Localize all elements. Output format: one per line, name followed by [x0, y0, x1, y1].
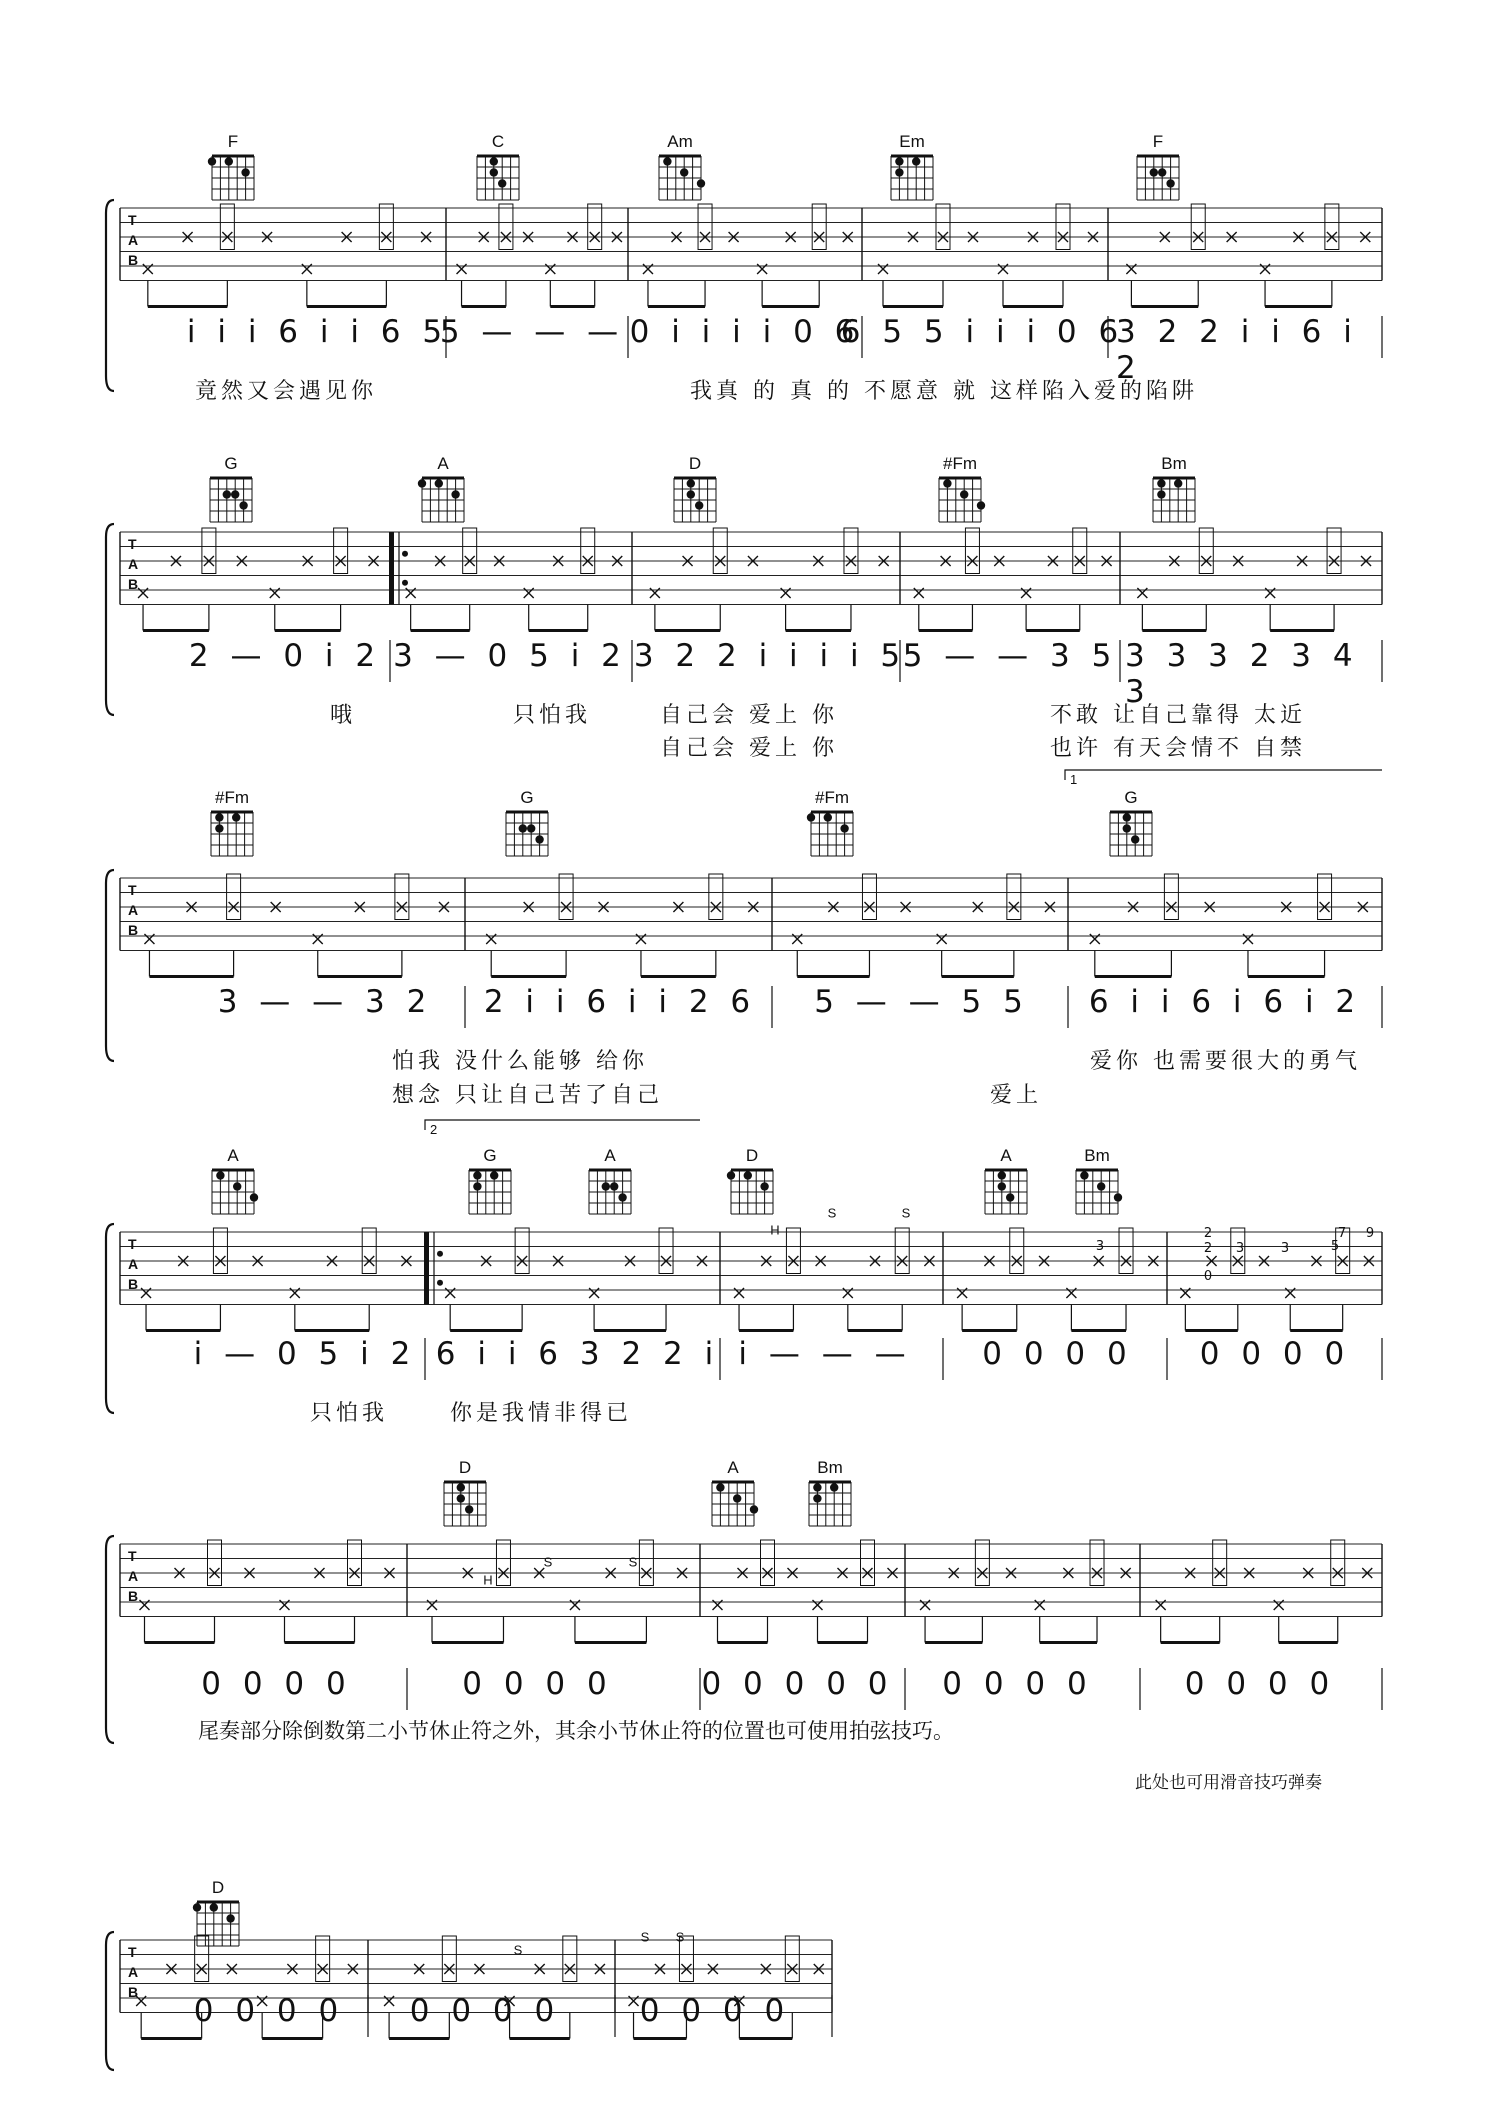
- numbered-notation-bar: 0 0 0 0: [201, 1666, 352, 1702]
- numbered-notation-bar: 2 — 0 i 2: [188, 638, 382, 674]
- lyric-line: 也许 有天会情不 自禁: [1050, 736, 1306, 761]
- tab-clef-letter: A: [128, 902, 139, 918]
- technique-mark: S: [640, 1929, 650, 1945]
- numbered-notation-bar: 5 — — —: [439, 314, 625, 350]
- tab-clef-letter: B: [128, 1588, 139, 1604]
- chord-diagram: [444, 1482, 486, 1526]
- chord-diagram: [1137, 156, 1179, 200]
- lyric-line: 爱上: [990, 1083, 1043, 1108]
- chord-diagram: [193, 1902, 239, 1946]
- chord-name: A: [227, 1146, 239, 1165]
- chord-name: Em: [899, 132, 925, 151]
- chord-name: G: [520, 788, 534, 807]
- chord-name: #Fm: [215, 788, 249, 807]
- chord-diagram: [210, 478, 252, 522]
- chord-name: D: [688, 454, 702, 473]
- chord-diagram: [1110, 812, 1152, 856]
- chord-name: #Fm: [943, 454, 977, 473]
- lyric-line: 只怕我: [513, 703, 592, 728]
- svg-text:7: 7: [1337, 1226, 1347, 1241]
- chord-name: G: [224, 454, 238, 473]
- numbered-notation-bar: 0 i i i i 0 6: [629, 314, 861, 350]
- lyric-line: 爱你 也需要很大的勇气: [1090, 1049, 1361, 1074]
- numbered-notation-bar: 0 0 0 0: [982, 1336, 1133, 1372]
- tab-clef-letter: A: [128, 232, 139, 248]
- chord-name: Am: [667, 132, 693, 151]
- chord-diagram: [477, 156, 519, 200]
- svg-text:3: 3: [1235, 1241, 1245, 1256]
- technique-mark: S: [901, 1205, 911, 1221]
- volta-number: 1: [1070, 772, 1078, 787]
- chord-diagram: [212, 1170, 258, 1214]
- numbered-notation-bar: 6 i i 6 i 6 i 2: [1088, 984, 1362, 1020]
- slide-technique-remark: 此处也可用滑音技巧弹奏: [1135, 1773, 1322, 1793]
- chord-name: Bm: [817, 1458, 843, 1477]
- lyric-line: 竟然又会遇见你: [195, 379, 378, 404]
- chord-name: Bm: [1084, 1146, 1110, 1165]
- numbered-notation-bar: 6 5 5 i i i 0 6: [840, 314, 1125, 350]
- numbered-notation-bar: 3 2 2 i i i i 5: [633, 638, 907, 674]
- tab-clef-letter: B: [128, 252, 139, 268]
- lyric-line: 哦: [330, 703, 357, 728]
- chord-diagram: [939, 478, 985, 522]
- tab-clef-letter: T: [128, 536, 137, 552]
- tab-clef-letter: T: [128, 882, 137, 898]
- svg-text:3: 3: [1280, 1241, 1290, 1256]
- technique-mark: S: [628, 1554, 638, 1570]
- tab-staff: [120, 1544, 1382, 1617]
- tab-clef-letter: B: [128, 576, 139, 592]
- chord-diagram: [891, 156, 933, 200]
- volta-bracket-1: [1065, 770, 1382, 780]
- chord-diagram: [589, 1170, 631, 1214]
- numbered-notation-bar: i i i 6 i i 6 5: [186, 314, 449, 350]
- tab-clef-letter: A: [128, 556, 139, 572]
- tab-clef-letter: T: [128, 212, 137, 228]
- chord-name: G: [483, 1146, 497, 1165]
- numbered-notation-bar: 0 0 0 0: [462, 1666, 613, 1702]
- technique-mark: S: [513, 1942, 523, 1958]
- chord-diagram: [469, 1170, 511, 1214]
- chord-name: #Fm: [815, 788, 849, 807]
- tab-clef-letter: B: [128, 922, 139, 938]
- lyric-line: 自己会 爱上 你: [660, 703, 838, 728]
- chord-name: C: [491, 132, 505, 151]
- chord-diagram: [418, 478, 464, 522]
- chord-diagram: [809, 1482, 851, 1526]
- svg-text:9: 9: [1365, 1226, 1375, 1241]
- technique-mark: H: [770, 1222, 780, 1238]
- tab-clef-letter: A: [128, 1256, 139, 1272]
- chord-name: A: [1000, 1146, 1012, 1165]
- svg-text:5: 5: [1330, 1239, 1340, 1254]
- chord-name: A: [727, 1458, 739, 1477]
- chord-diagram: [674, 478, 716, 522]
- technique-mark: S: [827, 1205, 837, 1221]
- technique-mark: H: [483, 1572, 493, 1588]
- volta-bracket-2: [425, 1120, 700, 1130]
- tab-clef-letter: T: [128, 1548, 137, 1564]
- lyric-line: 只怕我: [310, 1401, 389, 1426]
- svg-text:2: 2: [1203, 1226, 1213, 1241]
- chord-diagram: [807, 812, 853, 856]
- outro-instruction: 尾奏部分除倒数第二小节休止符之外，其余小节休止符的位置也可使用拍弦技巧。: [198, 1719, 954, 1743]
- numbered-notation-bar: 5 — — 5 5: [814, 984, 1029, 1020]
- svg-text:0: 0: [1203, 1269, 1213, 1284]
- chord-name: A: [604, 1146, 616, 1165]
- chord-diagram: [506, 812, 548, 856]
- numbered-notation-bar: 3 2 2 i i 6 i 2: [1116, 314, 1358, 386]
- svg-text:2: 2: [1203, 1241, 1213, 1256]
- technique-mark: S: [543, 1554, 553, 1570]
- chord-name: F: [1152, 132, 1164, 151]
- tab-clef-letter: B: [128, 1276, 139, 1292]
- numbered-notation-bar: i — — —: [738, 1336, 912, 1372]
- lyric-line: 自己会 爱上 你: [660, 736, 838, 761]
- technique-mark: S: [675, 1929, 685, 1945]
- chord-diagram: [985, 1170, 1027, 1214]
- chord-diagram: [208, 156, 254, 200]
- numbered-notation-bar: 3 — — 3 2: [217, 984, 433, 1020]
- lyric-line: 不敢 让自己靠得 太近: [1050, 703, 1306, 728]
- lyric-line: 怕我 没什么能够 给你: [392, 1049, 648, 1074]
- numbered-notation-bar: 5 — — 3 5: [902, 638, 1118, 674]
- numbered-notation-bar: 0 0 0 0: [942, 1666, 1093, 1702]
- tab-clef-letter: A: [128, 1964, 139, 1980]
- tab-clef-letter: A: [128, 1568, 139, 1584]
- chord-name: D: [211, 1878, 225, 1897]
- tab-clef-letter: T: [128, 1236, 137, 1252]
- numbered-notation-bar: 2 i i 6 i i 2 6: [483, 984, 757, 1020]
- numbered-notation-bar: 0 0 0 0: [1184, 1666, 1336, 1702]
- lyric-line: 你是我情非得已: [450, 1401, 633, 1426]
- lyric-line: 我真 的 真 的 不愿意 就 这样陷入爱的陷阱: [690, 379, 1198, 404]
- numbered-notation-bar: 3 3 3 2 3 4 3: [1125, 638, 1359, 710]
- tab-staff: [120, 532, 1382, 605]
- volta-number: 2: [430, 1122, 438, 1137]
- chord-name: D: [745, 1146, 759, 1165]
- chord-name: G: [1124, 788, 1138, 807]
- chord-name: D: [458, 1458, 472, 1477]
- chord-name: F: [227, 132, 239, 151]
- tab-staff: [120, 1232, 1382, 1305]
- numbered-notation-bar: 6 i i 6 3 2 2 i: [435, 1336, 720, 1372]
- chord-diagram: [211, 812, 253, 856]
- tab-clef-letter: T: [128, 1944, 137, 1960]
- chord-diagram: [1076, 1170, 1122, 1214]
- numbered-notation-bar: 0 0 0 0 0: [701, 1666, 894, 1702]
- svg-text:3: 3: [1095, 1239, 1105, 1254]
- tab-staff: [120, 208, 1382, 281]
- chord-diagram: [727, 1170, 773, 1214]
- numbered-notation-bar: 0 0 0 0: [1199, 1336, 1351, 1372]
- chord-diagram: [659, 156, 705, 200]
- numbered-notation-bar: 0 0 0 0: [409, 1993, 561, 2029]
- numbered-notation-bar: 0 0 0 0: [193, 1993, 345, 2029]
- tab-staff: [120, 878, 1382, 951]
- lyric-line: 想念 只让自己苦了自己: [392, 1083, 663, 1108]
- chord-name: A: [437, 454, 449, 473]
- numbered-notation-bar: 3 — 0 5 i 2: [393, 638, 627, 674]
- tab-clef-letter: B: [128, 1984, 139, 2000]
- numbered-notation-bar: 0 0 0 0: [639, 1993, 791, 2029]
- numbered-notation-bar: i — 0 5 i 2: [193, 1336, 417, 1372]
- chord-diagram: [712, 1482, 758, 1526]
- chord-diagram: [1153, 478, 1195, 522]
- chord-name: Bm: [1161, 454, 1187, 473]
